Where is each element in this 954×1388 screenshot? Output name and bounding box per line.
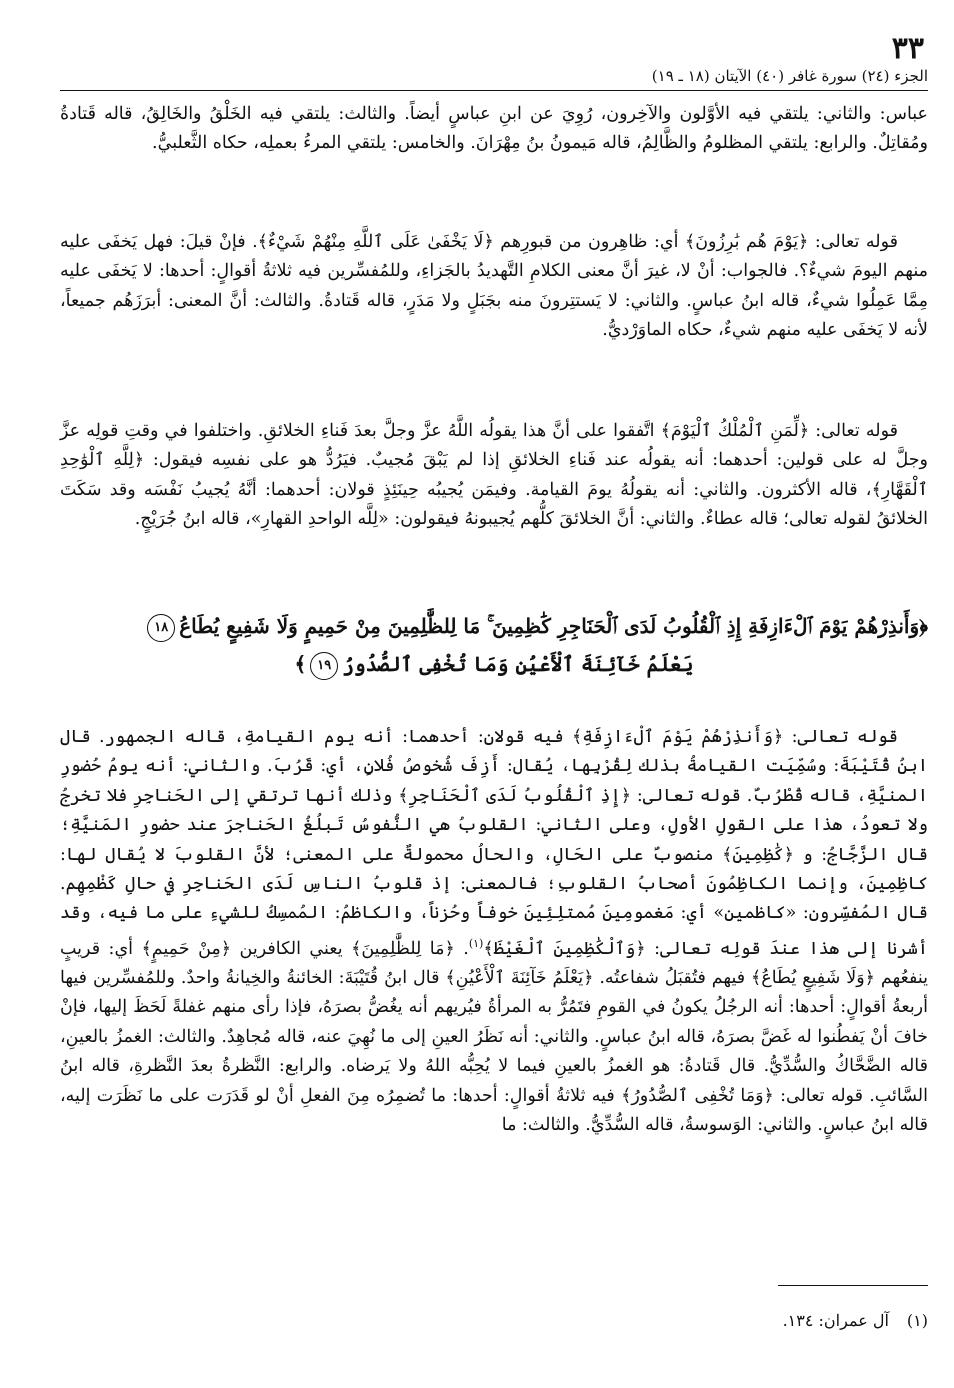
- footnote: [60, 1310, 928, 1332]
- verse-text-1: ﴿وَأَنذِرْهُمْ يَوْمَ ٱلْءَازِفَةِ إِذِ ٱلْقُلُوبُ لَدَى ٱلْحَنَاجِرِ كَٰظِمِينَ ۚ مَا لِلظَّٰلِمِينَ مِنْ حَمِيمٍ وَلَا شَفِيعٍ يُطَاعُ: [179, 614, 928, 638]
- footnote-number: (١): [906, 1311, 928, 1330]
- verse-text-2: يَعْلَمُ خَآئِنَةَ ٱلْأَعْيُنِ وَمَا تُخْفِى ٱلصُّدُورُ: [342, 652, 694, 676]
- page-number: ٣٣: [891, 31, 924, 66]
- text-block-1: [60, 100, 928, 159]
- running-head: الجزء (٢٤) سورة غافر (٤٠) الآيتان (١٨ ـ ١٩): [60, 66, 928, 91]
- paragraph: [60, 723, 928, 1141]
- paragraph-text: قوله تعالى: ﴿وَأَنذِرْهُمْ يَوْمَ ٱلْءَازِفَةِ﴾ فيه قولان: أحدهما: أنه يوم القيامةِ، قاله الجمهور. قال ابنُ قُتَيْبَةَ: وسُمِّيَت القيامةُ بذلك لِقُرْبِها، يُقال: أَزِفَ شُخوصُ فُلانٍ، أي: قَرُبَ. والثاني: أنه يومُ حُضورِ المنيَّةِ، قاله قُطْرُبٌ. قوله تعالى: ﴿إِذِ ٱلْقُلُوبُ لَدَى ٱلْحَنَاجِرِ﴾ وذلك أنها ترتقي إلى الحَناجِرِ فلا تخرجُ ولا تعودُ، هذا على القولِ الأولِ، وعلى الثاني: القلوبُ هي النُّفوسُ تَبلُغُ الحَناجرَ عند حضورِ المَنيَّةِ؛ قال الزَّجَّاجُ: و ﴿كَٰظِمِينَ﴾ منصوبٌ على الحَالِ، والحالُ محمولةٌ على المعنى؛ لأنَّ القلوبَ لا يُقال لها: كاظِمِينَ، وإنما الكاظِمُونَ أصحابُ القلوبِ؛ فالمعنى: إذ قلوبُ الناسِ لَدَى الحَناجِرِ في حالِ كَظْمِهِم. قال المُفسِّرون: «كاظمين» أي: مَغمومِينَ مُمتلِئِينَ خوفاً وحُزناً، والكاظمُ: المُمسِكُ للشيءِ على ما فيه، وقد أشرنا إلى هذا عندَ قولِه تعالى: ﴿وَٱلْكَٰظِمِينَ ٱلْغَيْظَ﴾: [60, 727, 928, 959]
- paragraph: قوله تعالى: ﴿يَوْمَ هُم بَٰرِزُونَ﴾ أي: ظاهِرون من قبورِهم ﴿لَا يَخْفَىٰ عَلَى ٱللَّهِ مِنْهُمْ شَيْءٌ﴾. فإنْ قيلَ: فهل يَخفَى عليه منهم اليومَ شيءٌ؟. فالجواب: أنْ لا، غيرَ أنَّ معنى الكلامِ التَّهديدُ بالجَزاءِ، وللمُفسِّرين فيه ثلاثةُ أقوالٍ: أحدها: لا يَخفَى عليه مِمَّا عَمِلُوا شيءٌ، قاله ابنُ عباسٍ. والثاني: لا يَستتِرونَ منه بجَبَلٍ ولا مَدَرٍ، قاله قَتادةُ. والثالث: أنَّ المعنى: أبرَزَهُم جميعاً، لأنه لا يَخفَى عليه منهم شيءٌ، حكاه الماوَرْديُّ.: [60, 232, 928, 341]
- text-block-4: [60, 723, 928, 1141]
- verse-close-bracket: ﴾: [294, 652, 307, 676]
- text-block-2: [60, 228, 928, 346]
- text-block-3: [60, 417, 928, 535]
- paragraph-text: . ﴿مَا لِلظَّٰلِمِينَ﴾ يعني الكافرين ﴿مِنْ حَمِيمٍ﴾ أي: قريبٍ ينفعُهم ﴿وَلَا شَفِيعٍ يُطَاعُ﴾ فيهم فتُقبَلُ شفاعتُه. ﴿يَعْلَمُ خَآئِنَةَ ٱلْأَعْيُنِ﴾ قال ابنُ قُتَيْبَةَ: الخائنةُ والخِيانةُ واحدٌ. وللمُفسِّرين فيها أربعةُ أقوالٍ: أحدها: أنه الرجُلُ يكونُ في القومِ فتَمُرُّ به المرأةُ فيُريهم أنه يغُضُّ بصرَهُ، فإذا رأى منهم غفلةً لَحَظَ إليها، فإنْ خافَ أنْ يَفطُنوا له غَضَّ بصرَهُ، قاله ابنُ عباسٍ. والثاني: أنه نَظَرُ العينِ إلى ما نُهِيَ عنه، قاله مُجاهِدٌ. والثالث: الغمزُ بالعينِ، قاله الضَّحَّاكُ والسُّدِّيُّ. قال قَتادةُ: هو الغمزُ بالعينِ فيما لا يُحِبُّه اللهُ ولا يَرضاه. والرابع: النَّظرةُ بعدَ النَّظرةِ، قاله ابنُ السَّائبِ. قوله تعالى: ﴿وَمَا تُخْفِى ٱلصُّدُورُ﴾ فيه ثلاثةُ أقوالٍ: أحدها: ما تُضمِرُه مِنَ الفعلِ أنْ لو قَدَرَت على ما نَظَرَت إليه، قاله ابنُ عباسٍ. والثاني: الوَسوسةُ، قاله السُّدِّيُّ. والثالث: ما: [60, 938, 928, 1136]
- verse-line-1: [60, 607, 928, 645]
- book-page: [60, 20, 928, 1370]
- verse-line-2: [60, 645, 928, 683]
- ayah-number-mark: ١٩: [310, 652, 338, 680]
- ayah-number-mark: ١٨: [147, 614, 175, 642]
- footnote-reference: (١): [468, 936, 484, 950]
- footnote-separator: [778, 1285, 928, 1286]
- footnote-text: آل عمران: ١٣٤.: [782, 1311, 889, 1330]
- quran-verse: [60, 607, 928, 683]
- paragraph: قوله تعالى: ﴿لِّمَنِ ٱلْمُلْكُ ٱلْيَوْمَ﴾ اتَّفقوا على أنَّ هذا يقولُه اللَّهُ عزَّ وجلَّ بعدَ فَناءِ الخلائقِ. واختلفوا في وقتِ قولِه عزَّ وجلَّ له على قولين: أحدهما: أنه يقولُه عند فَناءِ الخلائقِ إذا لم يَبْقَ مُجيبٌ. فيَرُدُّ هو على نفسِه فيقول: ﴿لِلَّهِ ٱلْوَٰحِدِ ٱلْقَهَّارِ﴾، قاله الأكثرون. والثاني: أنه يقولُهُ يومَ القيامة. وفيمَن يُجيبُه حِينَئِذٍ قولان: أحدهما: أنَّهُ يُجيبُ نَفْسَه وقد سَكَتَ الخلائقُ لقوله تعالى؛ قاله عطاءٌ. والثاني: أنَّ الخلائقَ كلُّهم يُجيبونهُ فيقولون: «لِلَّه الواحدِ القهارِ»، قاله ابنُ جُرَيْجٍ.: [60, 421, 928, 530]
- paragraph: عباس: والثاني: يلتقي فيه الأوَّلون والآخِرون، رُوِيَ عن ابنِ عباسٍ أيضاً. والثالث: يلتقي فيه الخَلْقُ والخَالِقُ، قاله قَتادةُ ومُقاتِلٌ. والرابع: يلتقي المظلومُ والظَّالِمُ، قاله مَيمونُ بنُ مِهْرَانَ. والخامس: يلتقي المرءُ بعملِه، حكاه الثَّعلبيُّ.: [60, 104, 928, 154]
